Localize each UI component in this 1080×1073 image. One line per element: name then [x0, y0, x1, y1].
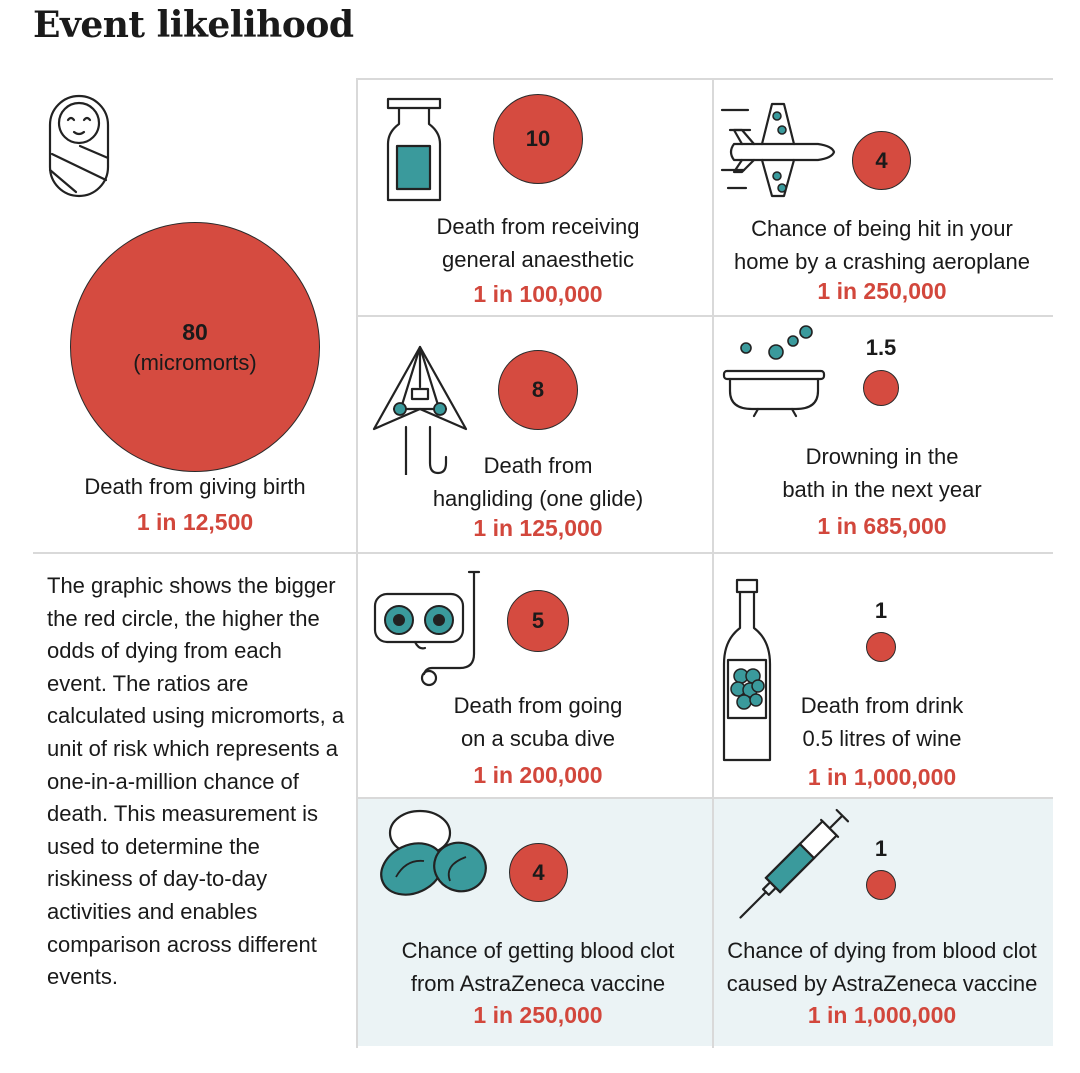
bubble-clot-dying-value: 1: [874, 836, 888, 861]
event-label-hangliding: Death from hangliding (one glide): [432, 453, 644, 511]
event-odds-clot-getting: 1 in 250,000: [473, 1002, 603, 1028]
bubble-clot-getting: [509, 843, 568, 902]
unit-label: (micromorts): [133, 350, 257, 375]
bubble-anaesthetic-value: 10: [525, 126, 551, 151]
event-odds-wine: 1 in 1,000,000: [807, 764, 957, 790]
scuba-mask-icon: [373, 570, 493, 688]
event-label-wine: Death from drink 0.5 litres of wine: [800, 693, 964, 751]
medicine-vial-icon: [385, 97, 445, 207]
event-odds-aeroplane: 1 in 250,000: [817, 278, 947, 304]
bubble-aeroplane: [852, 131, 911, 190]
event-label-aeroplane: Chance of being hit in your home by a crashing aeroplane: [734, 216, 1030, 274]
bubble-wine-value: 1: [874, 598, 888, 623]
bathtub-icon: [722, 323, 828, 418]
event-odds-hangliding: 1 in 125,000: [473, 515, 603, 541]
event-label-clot-dying: Chance of dying from blood clot caused by AstraZeneca vaccine: [726, 938, 1038, 996]
bubble-scuba: [507, 590, 569, 652]
bubble-wine: [866, 632, 896, 662]
event-odds-bath: 1 in 685,000: [817, 513, 947, 539]
bubble-aeroplane-value: 4: [875, 147, 888, 173]
grid-line: [357, 315, 1053, 317]
bubble-birth-value: 80: [182, 319, 208, 345]
event-odds-clot-dying: 1 in 1,000,000: [807, 1002, 957, 1028]
bubble-bath-value: 1.5: [865, 335, 897, 360]
aeroplane-icon: [720, 100, 838, 200]
bubble-clot-getting-value: 4: [532, 859, 545, 885]
event-label-bath: Drowning in the bath in the next year: [782, 444, 982, 502]
grid-line: [33, 552, 1053, 554]
event-label-scuba: Death from going on a scuba dive: [453, 693, 623, 751]
page-title: Event likelihood: [33, 4, 354, 46]
bubble-birth: [70, 222, 320, 472]
grid-line: [357, 797, 1053, 799]
intro-text: The graphic shows the bigger the red circle, the higher the odds of dying from each event. The ratios are calculated using micromorts, a unit of risk which represents a one-in-a-million chance of death. This measurement is used to determine the riskiness of day-to-day activities and enables comparison across different events.: [47, 573, 345, 990]
bubble-scuba-value: 5: [531, 608, 545, 633]
event-odds-birth: 1 in 12,500: [136, 509, 254, 535]
event-label-anaesthetic: Death from receiving general anaesthetic: [436, 214, 640, 272]
blood-cells-icon: [376, 807, 494, 899]
syringe-icon: [730, 808, 850, 930]
event-odds-anaesthetic: 1 in 100,000: [473, 281, 603, 307]
bubble-hangliding-value: 8: [531, 377, 545, 402]
grid-line: [356, 78, 358, 1048]
grid-line: [357, 78, 1053, 80]
bubble-hangliding: [498, 350, 578, 430]
bubble-bath: [863, 370, 899, 406]
event-label-clot-getting: Chance of getting blood clot from AstraZeneca vaccine: [401, 938, 675, 996]
event-label-birth: Death from giving birth: [84, 474, 306, 499]
bubble-clot-dying: [866, 870, 896, 900]
swaddled-baby-icon: [46, 92, 112, 202]
event-odds-scuba: 1 in 200,000: [473, 762, 603, 788]
bubble-anaesthetic: [493, 94, 583, 184]
